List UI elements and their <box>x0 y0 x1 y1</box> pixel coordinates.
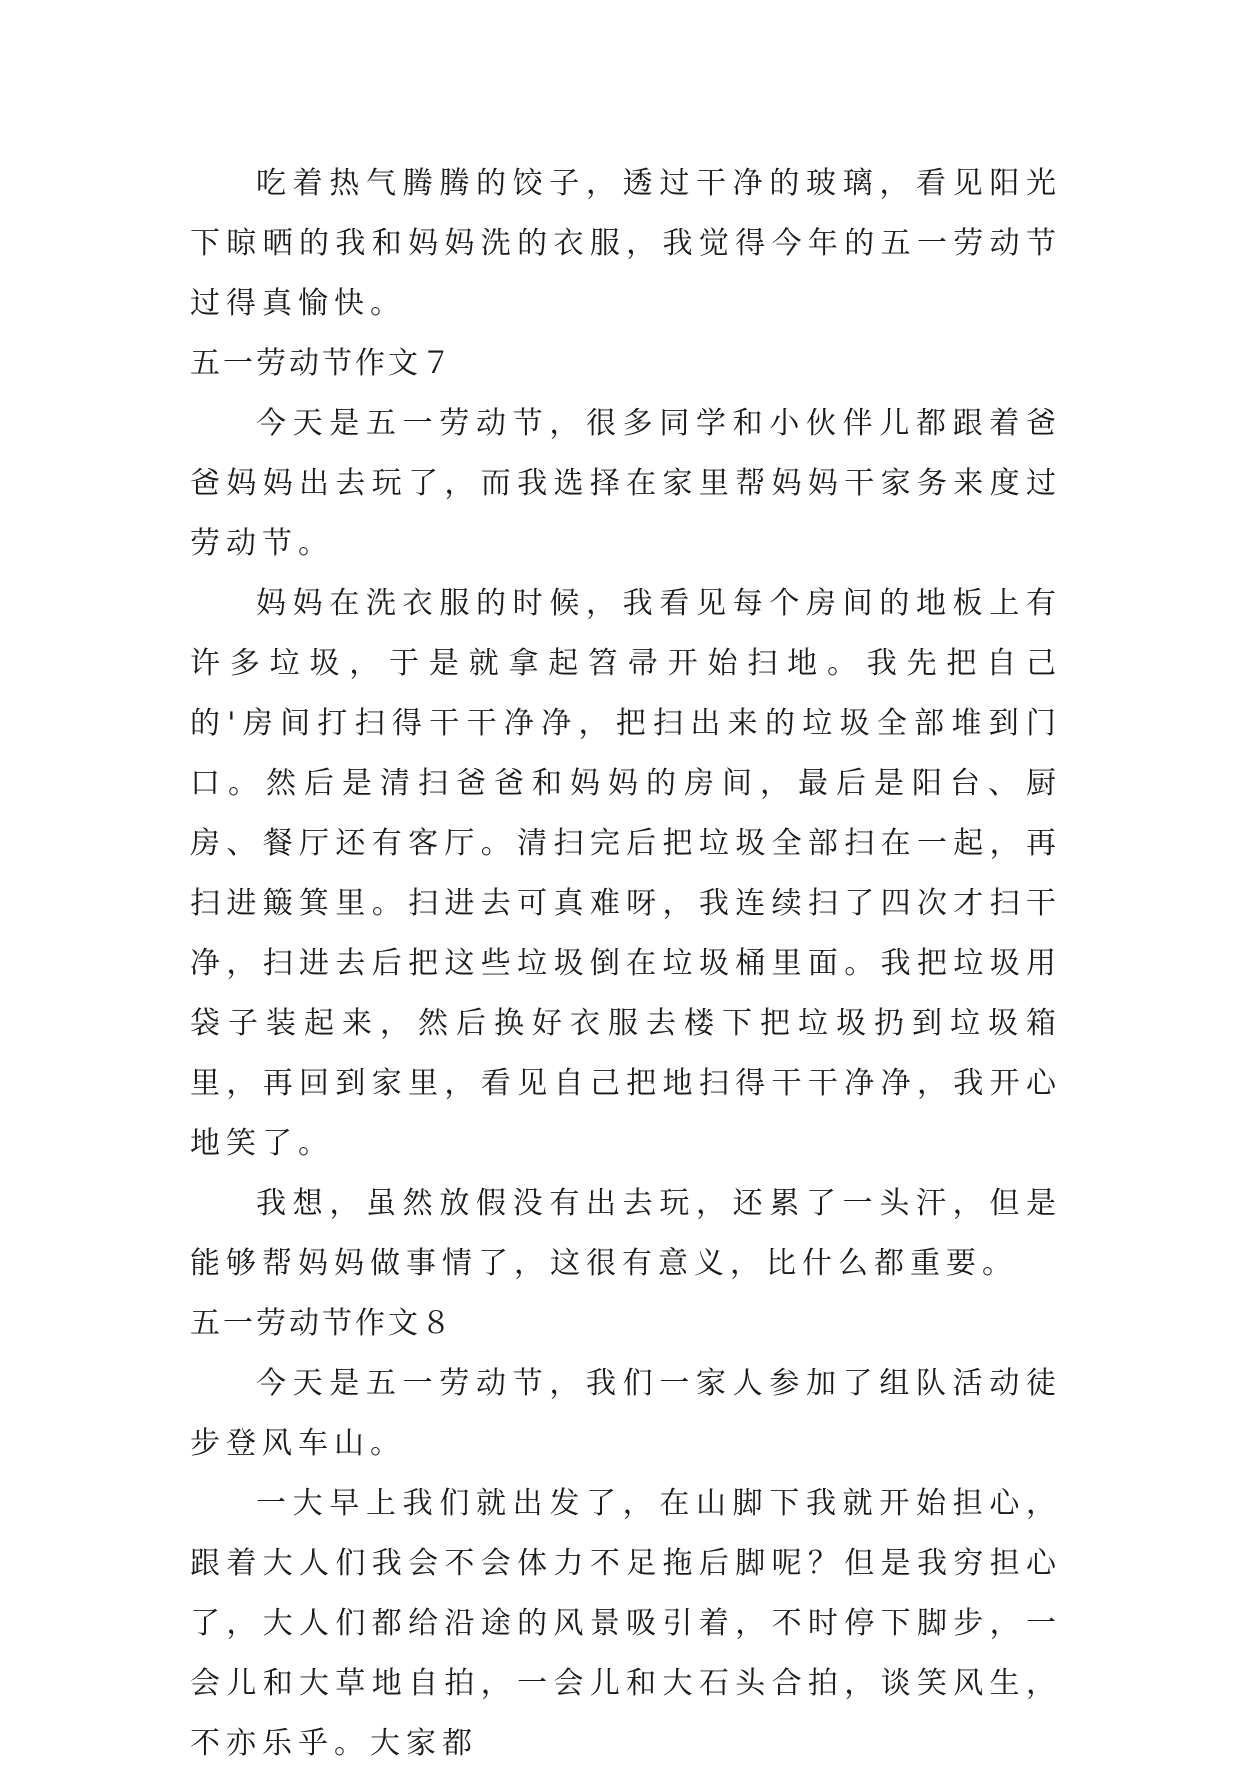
paragraph-5: 今天是五一劳动节，我们一家人参加了组队活动徒步登风车山。 <box>190 1366 1062 1461</box>
paragraph-4: 我想，虽然放假没有出去玩，还累了一头汗，但是能够帮妈妈做事情了，这很有意义，比什么都重要。 <box>190 1186 1062 1281</box>
essay-heading-7: 五一劳动节作文７ <box>190 346 454 381</box>
paragraph-3: 妈妈在洗衣服的时候，我看见每个房间的地板上有许多垃圾，于是就拿起笤帚开始扫地。我先把自己的'房间打扫得干干净净，把扫出来的垃圾全部堆到门口。然后是清扫爸爸和妈妈的房间，最后是阳台、厨房、餐厅还有客厅。清扫完后把垃圾全部扫在一起，再扫进簸箕里。扫进去可真难呀，我连续扫了四次才扫干净，扫进去后把这些垃圾倒在垃圾桶里面。我把垃圾用袋子装起来，然后换好衣服去楼下把垃圾扔到垃圾箱里，再回到家里，看见自己把地扫得干干净净，我开心地笑了。 <box>190 586 1062 1161</box>
paragraph-1: 吃着热气腾腾的饺子，透过干净的玻璃，看见阳光下晾晒的我和妈妈洗的衣服，我觉得今年的五一劳动节过得真愉快。 <box>190 166 1062 321</box>
paragraph-6: 一大早上我们就出发了，在山脚下我就开始担心，跟着大人们我会不会体力不足拖后脚呢？但是我穷担心了，大人们都给沿途的风景吸引着，不时停下脚步，一会儿和大草地自拍，一会儿和大石头合拍，谈笑风生，不亦乐乎。大家都 <box>190 1486 1062 1761</box>
paragraph-2: 今天是五一劳动节，很多同学和小伙伴儿都跟着爸爸妈妈出去玩了，而我选择在家里帮妈妈干家务来度过劳动节。 <box>190 406 1062 561</box>
essay-heading-8: 五一劳动节作文８ <box>190 1306 454 1341</box>
document-page <box>190 154 1062 1774</box>
